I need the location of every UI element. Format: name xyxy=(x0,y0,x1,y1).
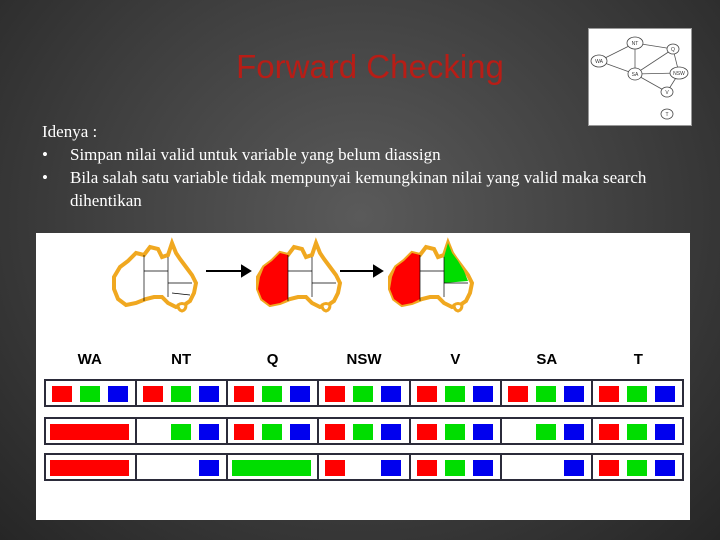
domain-value-blue xyxy=(564,460,584,476)
domain-cell-nsw xyxy=(319,455,410,479)
domain-value-green xyxy=(445,424,465,440)
domain-value-red xyxy=(234,424,254,440)
domain-value-green xyxy=(627,386,647,402)
column-header-t: T xyxy=(633,351,643,368)
domain-value-red xyxy=(417,386,437,402)
domain-value-red xyxy=(599,460,619,476)
domain-value-blue xyxy=(655,460,675,476)
domain-cell-wa xyxy=(46,419,137,443)
node-label: NSW xyxy=(673,71,685,77)
domain-value-blue xyxy=(199,460,219,476)
domain-value-green xyxy=(445,386,465,402)
domain-cell-v xyxy=(411,419,502,443)
domain-value-blue xyxy=(381,424,401,440)
intro-line: Idenya : xyxy=(42,122,98,141)
domain-value-blue xyxy=(108,386,128,402)
domain-value-blue xyxy=(473,386,493,402)
assigned-value-red xyxy=(50,424,129,440)
slide-body xyxy=(42,120,682,212)
domain-value-green xyxy=(445,460,465,476)
domain-value-red xyxy=(417,424,437,440)
domain-value-blue xyxy=(473,460,493,476)
column-header-sa: SA xyxy=(536,351,558,368)
domain-value-green xyxy=(627,424,647,440)
column-header-nt: NT xyxy=(171,351,192,368)
domain-cell-nt xyxy=(137,381,228,405)
column-headers xyxy=(44,351,684,371)
domain-value-blue xyxy=(655,424,675,440)
forward-checking-figure xyxy=(36,233,690,520)
column-header-nsw: NSW xyxy=(346,351,382,368)
column-header-v: V xyxy=(450,351,461,368)
node-label: T xyxy=(665,112,669,118)
domain-value-green xyxy=(536,424,556,440)
bullet-item xyxy=(42,166,682,212)
bullet-text: Bila salah satu variable tidak mempunyai kemungkinan nilai yang valid maka search dihentikan xyxy=(70,168,647,210)
constraint-graph-image xyxy=(588,28,692,126)
assigned-value-green xyxy=(232,460,311,476)
domain-value-green xyxy=(353,424,373,440)
domain-cell-nsw xyxy=(319,381,410,405)
domain-value-red xyxy=(599,386,619,402)
domain-value-blue xyxy=(199,386,219,402)
domain-cell-nsw xyxy=(319,419,410,443)
node-label: Q xyxy=(671,47,675,53)
domain-value-red xyxy=(325,386,345,402)
domain-cell-v xyxy=(411,455,502,479)
domain-value-green xyxy=(353,386,373,402)
column-header-q: Q xyxy=(266,351,279,368)
domain-cell-t xyxy=(593,455,682,479)
map-2 xyxy=(258,243,340,311)
slide-title: Forward Checking xyxy=(236,48,504,85)
bullet-dot: • xyxy=(42,168,48,187)
assigned-value-red xyxy=(50,460,129,476)
domain-value-green xyxy=(171,424,191,440)
domain-value-red xyxy=(599,424,619,440)
domain-cell-q xyxy=(228,419,319,443)
bullet-dot: • xyxy=(42,145,48,164)
domain-cell-nt xyxy=(137,455,228,479)
domain-cell-t xyxy=(593,419,682,443)
map-1 xyxy=(114,243,196,311)
bullet-text: Simpan nilai valid untuk variable yang belum diassign xyxy=(70,145,441,164)
domain-value-green xyxy=(171,386,191,402)
map-3 xyxy=(390,243,472,311)
domain-value-blue xyxy=(564,386,584,402)
domain-value-red xyxy=(234,386,254,402)
domain-value-blue xyxy=(381,460,401,476)
domain-value-green xyxy=(262,424,282,440)
domain-cell-wa xyxy=(46,381,137,405)
node-label: NT xyxy=(631,41,639,47)
domain-cell-nt xyxy=(137,419,228,443)
domain-value-red xyxy=(325,460,345,476)
domain-value-red xyxy=(417,460,437,476)
column-header-wa: WA xyxy=(77,351,102,368)
domain-value-red xyxy=(325,424,345,440)
domain-row-1 xyxy=(44,379,684,407)
domain-value-green xyxy=(536,386,556,402)
domain-cell-q xyxy=(228,381,319,405)
domain-row-2 xyxy=(44,417,684,445)
domain-cell-sa xyxy=(502,381,593,405)
domain-cell-q xyxy=(228,455,319,479)
domain-cell-sa xyxy=(502,455,593,479)
domain-row-3 xyxy=(44,453,684,481)
domain-value-blue xyxy=(199,424,219,440)
domain-value-red xyxy=(52,386,72,402)
domain-value-red xyxy=(508,386,528,402)
node-label: V xyxy=(665,90,669,96)
domain-value-blue xyxy=(564,424,584,440)
domain-value-green xyxy=(80,386,100,402)
domain-value-blue xyxy=(290,386,310,402)
node-label: SA xyxy=(631,72,639,78)
domain-value-red xyxy=(143,386,163,402)
australia-maps xyxy=(36,233,690,323)
domain-cell-t xyxy=(593,381,682,405)
domain-cell-v xyxy=(411,381,502,405)
node-label: WA xyxy=(595,59,603,65)
domain-cell-wa xyxy=(46,455,137,479)
domain-value-blue xyxy=(381,386,401,402)
bullet-item xyxy=(42,143,682,166)
domain-value-green xyxy=(262,386,282,402)
domain-value-green xyxy=(627,460,647,476)
domain-value-blue xyxy=(290,424,310,440)
domain-value-blue xyxy=(655,386,675,402)
domain-cell-sa xyxy=(502,419,593,443)
domain-value-blue xyxy=(473,424,493,440)
